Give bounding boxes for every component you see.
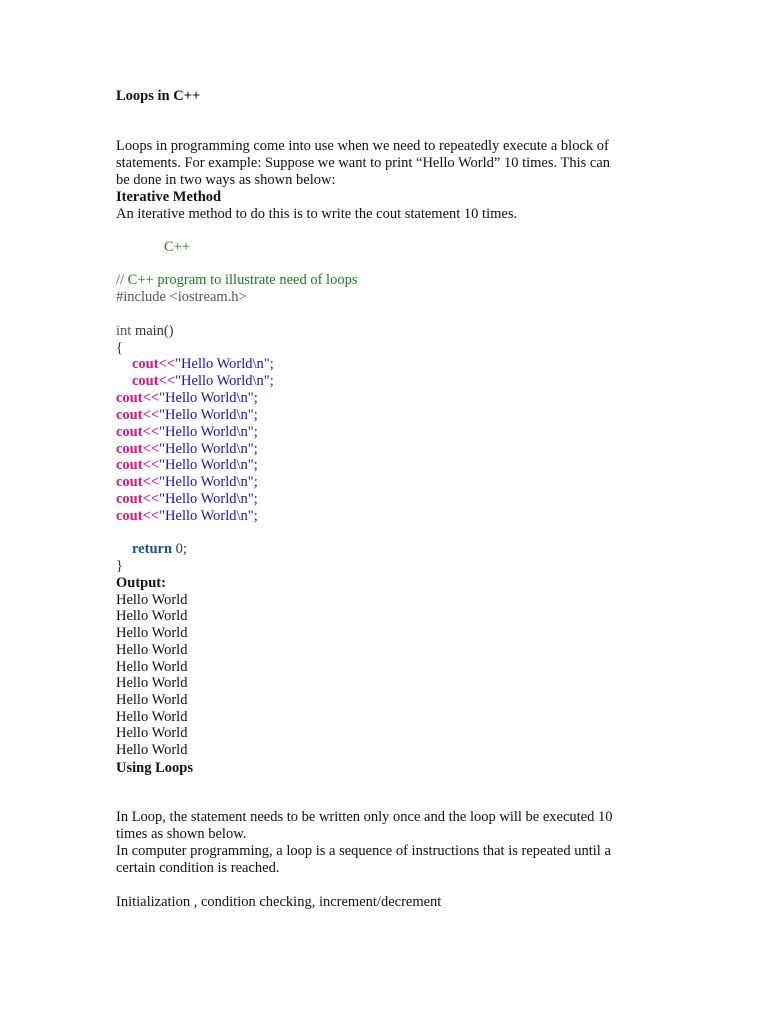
loop-paragraph-line: certain condition is reached. bbox=[116, 860, 280, 876]
code-close-brace: } bbox=[116, 558, 123, 574]
output-heading: Output: bbox=[116, 575, 166, 591]
output-line: Hello World bbox=[116, 625, 188, 641]
code-cout-line: cout<<"Hello World\n"; bbox=[116, 491, 258, 507]
output-line: Hello World bbox=[116, 742, 188, 758]
iterative-text: An iterative method to do this is to write the cout statement 10 times. bbox=[116, 206, 518, 222]
code-cout-line: cout<<"Hello World\n"; bbox=[116, 424, 258, 440]
intro-line: Loops in programming come into use when we need to repeatedly execute a block of bbox=[116, 138, 609, 154]
code-cout-line: cout<<"Hello World\n"; bbox=[132, 373, 274, 389]
code-cout-line: cout<<"Hello World\n"; bbox=[132, 356, 274, 372]
output-line: Hello World bbox=[116, 709, 188, 725]
code-cout-line: cout<<"Hello World\n"; bbox=[116, 390, 258, 406]
loop-paragraph-line: In Loop, the statement needs to be written only once and the loop will be executed 10 bbox=[116, 809, 613, 825]
loop-paragraph-line: In computer programming, a loop is a sequence of instructions that is repeated until a bbox=[116, 843, 611, 859]
using-loops-heading: Using Loops bbox=[116, 760, 193, 776]
iterative-heading: Iterative Method bbox=[116, 189, 222, 205]
return-keyword: return bbox=[132, 541, 173, 557]
code-main-line bbox=[116, 323, 174, 340]
code-include: #include <iostream.h> bbox=[116, 289, 247, 305]
output-line: Hello World bbox=[116, 725, 188, 741]
code-cout-line: cout<<"Hello World\n"; bbox=[116, 407, 258, 423]
output-line: Hello World bbox=[116, 692, 188, 708]
final-line: Initialization , condition checking, increment/decrement bbox=[116, 894, 442, 910]
loop-paragraph-line: times as shown below. bbox=[116, 826, 247, 842]
intro-line: statements. For example: Suppose we want to print “Hello World” 10 times. This can bbox=[116, 155, 611, 171]
code-return-line: return 0; bbox=[132, 541, 187, 557]
code-open-brace: { bbox=[116, 340, 123, 356]
code-cout-line: cout<<"Hello World\n"; bbox=[116, 441, 258, 457]
output-line: Hello World bbox=[116, 642, 188, 658]
code-cout-line: cout<<"Hello World\n"; bbox=[116, 457, 258, 473]
output-line: Hello World bbox=[116, 608, 188, 624]
int-keyword: int bbox=[116, 323, 132, 339]
output-line: Hello World bbox=[116, 675, 188, 691]
language-label: C++ bbox=[164, 239, 191, 255]
output-line: Hello World bbox=[116, 659, 188, 675]
main-signature: main() bbox=[131, 323, 174, 339]
output-line: Hello World bbox=[116, 592, 188, 608]
code-cout-line: cout<<"Hello World\n"; bbox=[116, 508, 258, 524]
doc-title: Loops in C++ bbox=[116, 88, 201, 104]
intro-line: be done in two ways as shown below: bbox=[116, 172, 336, 188]
code-cout-line: cout<<"Hello World\n"; bbox=[116, 474, 258, 490]
code-comment: // C++ program to illustrate need of loops bbox=[116, 272, 358, 288]
